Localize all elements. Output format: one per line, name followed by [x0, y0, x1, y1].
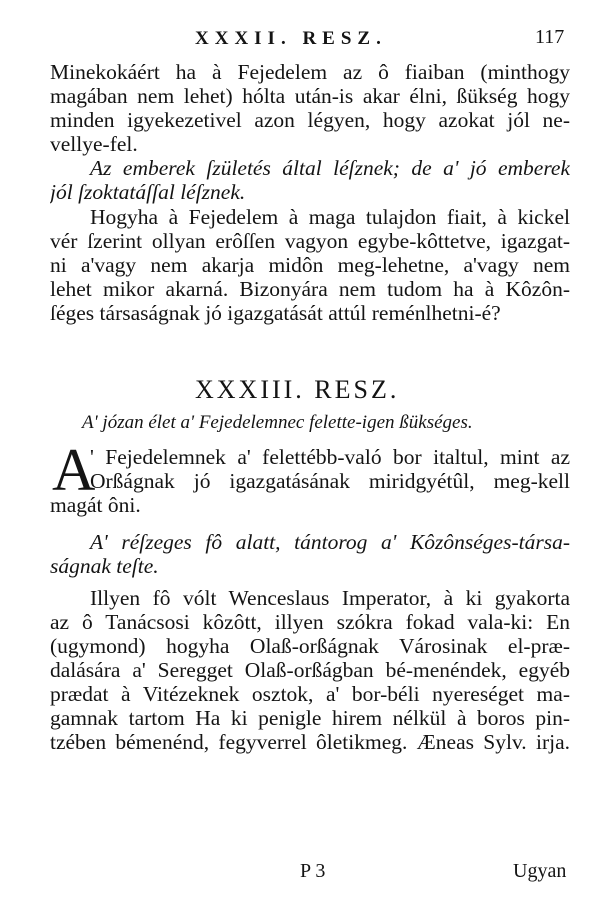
paragraph-4 [50, 586, 570, 754]
catchword: Ugyan [513, 860, 567, 882]
text-line: magát ôni. [50, 493, 141, 517]
text-line: Illyen fô vólt Wenceslaus Imperator, à ki gyakorta [90, 586, 570, 610]
text-line: Orßágnak jó igazgatásának miridgyétûl, meg-kell [90, 469, 570, 493]
text-line: dalására a' Seregget Olaß-orßágban bé-menéndek, egyéb [50, 658, 570, 682]
paragraph-3-end [50, 493, 570, 517]
italic-heading-line: ságnak teſte. [50, 554, 159, 578]
section-subtitle: A' józan élet a' Fejedelemnec felette-igen ßükséges. [82, 412, 473, 433]
marginal-heading-1 [50, 156, 570, 204]
text-line: lehet mikor akarná. Bizonyára nem tudom ha à Kôzôn- [50, 277, 570, 301]
drop-cap: A [52, 437, 96, 503]
text-line: vellye-fel. [50, 132, 138, 156]
text-line: az ô Tanácsosi kôzôtt, illyen szókra fokad vala-ki: En [50, 610, 570, 634]
italic-heading-line: A' réſzeges fô alatt, tántorog a' Kôzônséges-társa- [90, 530, 570, 554]
text-line: magában nem lehet) hólta után-is akar élni, ßükség hogy [50, 84, 570, 108]
text-line: Minekokáért ha à Fejedelem az ô fiaiban (minthogy [50, 60, 570, 84]
text-line: Hogyha à Fejedelem à maga tulajdon fiait, à kickel [90, 205, 570, 229]
paragraph-2 [50, 205, 570, 325]
text-line: minden igyekezetivel azon légyen, hogy azokat jól ne- [50, 108, 570, 132]
marginal-heading-2 [50, 530, 570, 578]
text-line: (ugymond) hogyha Olaß-orßágnak Városinak el-præ- [50, 634, 570, 658]
text-line: tzében bémenénd, fegyverrel ôletikmeg. Æneas Sylv. irja. [50, 730, 570, 754]
page-number: 117 [535, 26, 565, 48]
signature-mark: P 3 [300, 860, 326, 882]
section-heading: XXXIII. RESZ. [195, 375, 400, 404]
text-line: ' Fejedelemnek a' felettébb-való bor italtul, mint az [90, 445, 570, 469]
paragraph-3-opening [90, 445, 570, 493]
text-line: gamnak tartom Ha ki penigle hirem nélkül à boros pin- [50, 706, 570, 730]
text-line: vér ſzerint ollyan erôſſen vagyon egybe-kôttetve, igazgat- [50, 229, 570, 253]
paragraph-1 [50, 60, 570, 156]
italic-heading-line: jól ſzoktatáſſal léſznek. [50, 180, 246, 204]
text-line: prædat à Vitézeknek osztok, a' bor-béli nyereséget ma- [50, 682, 570, 706]
running-head: XXXII. RESZ. [195, 28, 387, 49]
text-line: ni a'vagy nem akarja midôn meg-lehetne, a'vagy nem [50, 253, 570, 277]
text-line: ſéges társaságnak jó igazgatását attúl reménlhetni-é? [50, 301, 501, 325]
italic-heading-line: Az emberek ſzületés által léſznek; de a' jó emberek [90, 156, 570, 180]
